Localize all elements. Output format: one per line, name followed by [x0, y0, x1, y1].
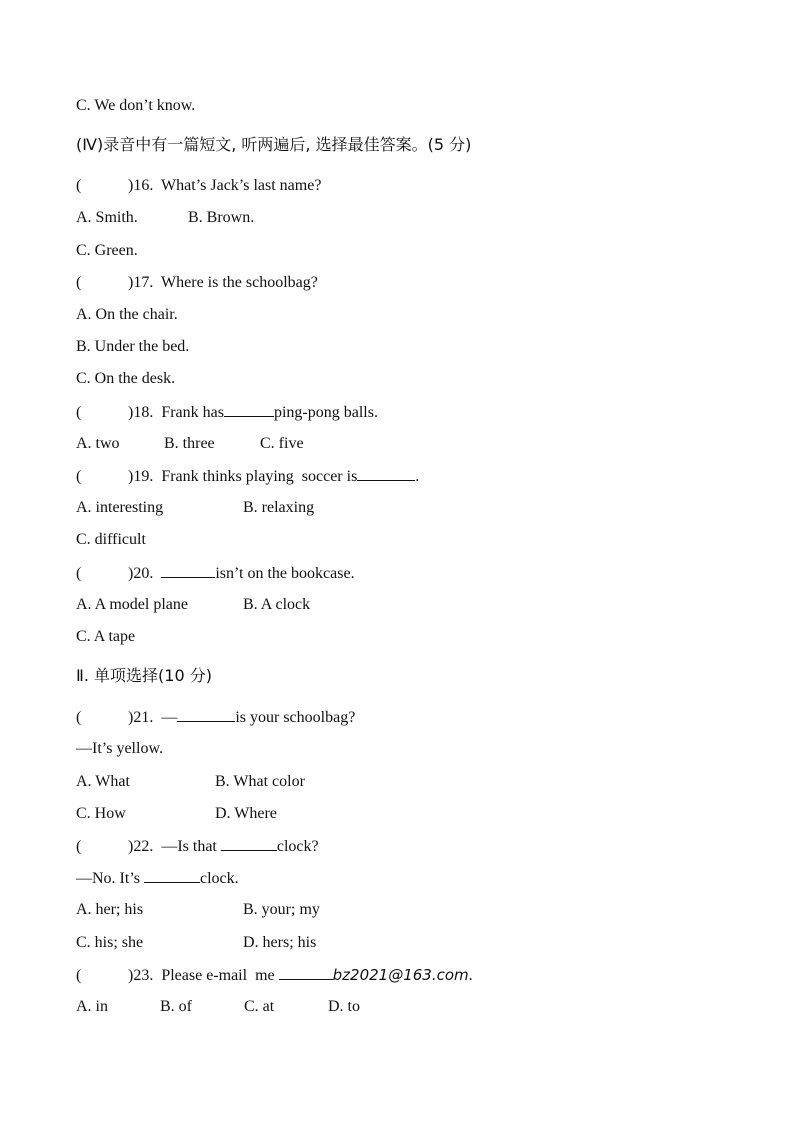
section-ii-heading: Ⅱ. 单项选择(10 分)	[76, 666, 212, 685]
question-20-option-b: B. A clock	[243, 596, 311, 613]
question-19-stem	[76, 466, 419, 487]
fill-blank	[224, 402, 274, 417]
question-18-option-a: A. two	[76, 435, 120, 452]
fill-blank	[357, 466, 415, 481]
question-20-text-post: isn’t on the bookcase.	[215, 565, 355, 582]
question-23-option-a: A. in	[76, 998, 108, 1015]
prev-question-option-c: C. We don’t know.	[76, 97, 196, 114]
question-21-option-b: B. What color	[215, 773, 305, 790]
question-20-option-a: A. A model plane	[76, 596, 188, 613]
fill-blank	[177, 707, 235, 722]
question-22-option-a: A. her; his	[76, 901, 144, 918]
answer-paren: (	[76, 177, 82, 194]
question-22-option-c: C. his; she	[76, 934, 144, 951]
question-19-option-a: A. interesting	[76, 499, 164, 516]
question-18-option-b: B. three	[164, 435, 215, 452]
question-22-reply	[76, 868, 239, 889]
fill-blank	[221, 836, 277, 851]
question-21-text-post: is your schoolbag?	[235, 709, 356, 726]
fill-blank	[161, 563, 215, 578]
question-23-email: bz2021@163.com	[332, 966, 469, 984]
fill-blank	[144, 868, 200, 883]
question-19-option-b: B. relaxing	[243, 499, 315, 516]
question-18-stem	[76, 402, 378, 423]
question-16-option-c: C. Green.	[76, 242, 138, 259]
question-17-option-a: A. On the chair.	[76, 306, 178, 323]
answer-paren: (	[76, 565, 82, 582]
section-iv-heading: (Ⅳ)录音中有一篇短文, 听两遍后, 选择最佳答案。(5 分)	[76, 135, 472, 154]
question-16-option-b: B. Brown.	[188, 209, 255, 226]
question-20-option-c: C. A tape	[76, 628, 136, 645]
question-22-reply-post: clock.	[200, 870, 239, 887]
question-21-option-a: A. What	[76, 773, 130, 790]
fill-blank	[279, 965, 333, 980]
answer-paren: (	[76, 404, 82, 421]
question-23-option-c: C. at	[244, 998, 275, 1015]
answer-paren: (	[76, 838, 82, 855]
question-21-reply: —It’s yellow.	[76, 740, 163, 757]
answer-paren: (	[76, 967, 82, 984]
question-22-reply-pre: —No. It’s	[76, 870, 144, 887]
question-21-option-d: D. Where	[215, 805, 277, 822]
question-22-stem	[76, 836, 319, 857]
question-21-stem	[76, 707, 355, 728]
question-20-text-pre: )20.	[128, 565, 162, 582]
question-18-option-c: C. five	[260, 435, 304, 452]
question-23-text-pre: )23. Please e-mail me	[128, 967, 279, 984]
question-23-option-d: D. to	[328, 998, 360, 1015]
question-17-option-b: B. Under the bed.	[76, 338, 190, 355]
question-17-text: )17. Where is the schoolbag?	[128, 274, 318, 291]
question-21-text-pre: )21. —	[128, 709, 178, 726]
question-22-option-d: D. hers; his	[243, 934, 317, 951]
question-21-option-c: C. How	[76, 805, 126, 822]
question-16-stem	[76, 176, 321, 196]
question-16-text: )16. What’s Jack’s last name?	[128, 177, 322, 194]
answer-paren: (	[76, 709, 82, 726]
question-19-option-c: C. difficult	[76, 531, 146, 548]
question-22-option-b: B. your; my	[243, 901, 320, 918]
question-18-text-pre: )18. Frank has	[128, 404, 224, 421]
question-18-text-post: ping-pong balls.	[273, 404, 378, 421]
question-17-stem	[76, 273, 318, 293]
question-16-option-a: A. Smith.	[76, 209, 138, 226]
question-19-text-post: .	[415, 468, 420, 485]
question-19-text-pre: )19. Frank thinks playing soccer is	[128, 468, 358, 485]
question-23-stem	[76, 965, 473, 986]
question-22-text-post: clock?	[276, 838, 319, 855]
answer-paren: (	[76, 274, 82, 291]
question-23-option-b: B. of	[160, 998, 192, 1015]
answer-paren: (	[76, 468, 82, 485]
question-20-stem	[76, 563, 355, 584]
question-17-option-c: C. On the desk.	[76, 370, 176, 387]
question-23-text-post: .	[468, 967, 473, 984]
question-22-text-pre: )22. —Is that	[128, 838, 221, 855]
